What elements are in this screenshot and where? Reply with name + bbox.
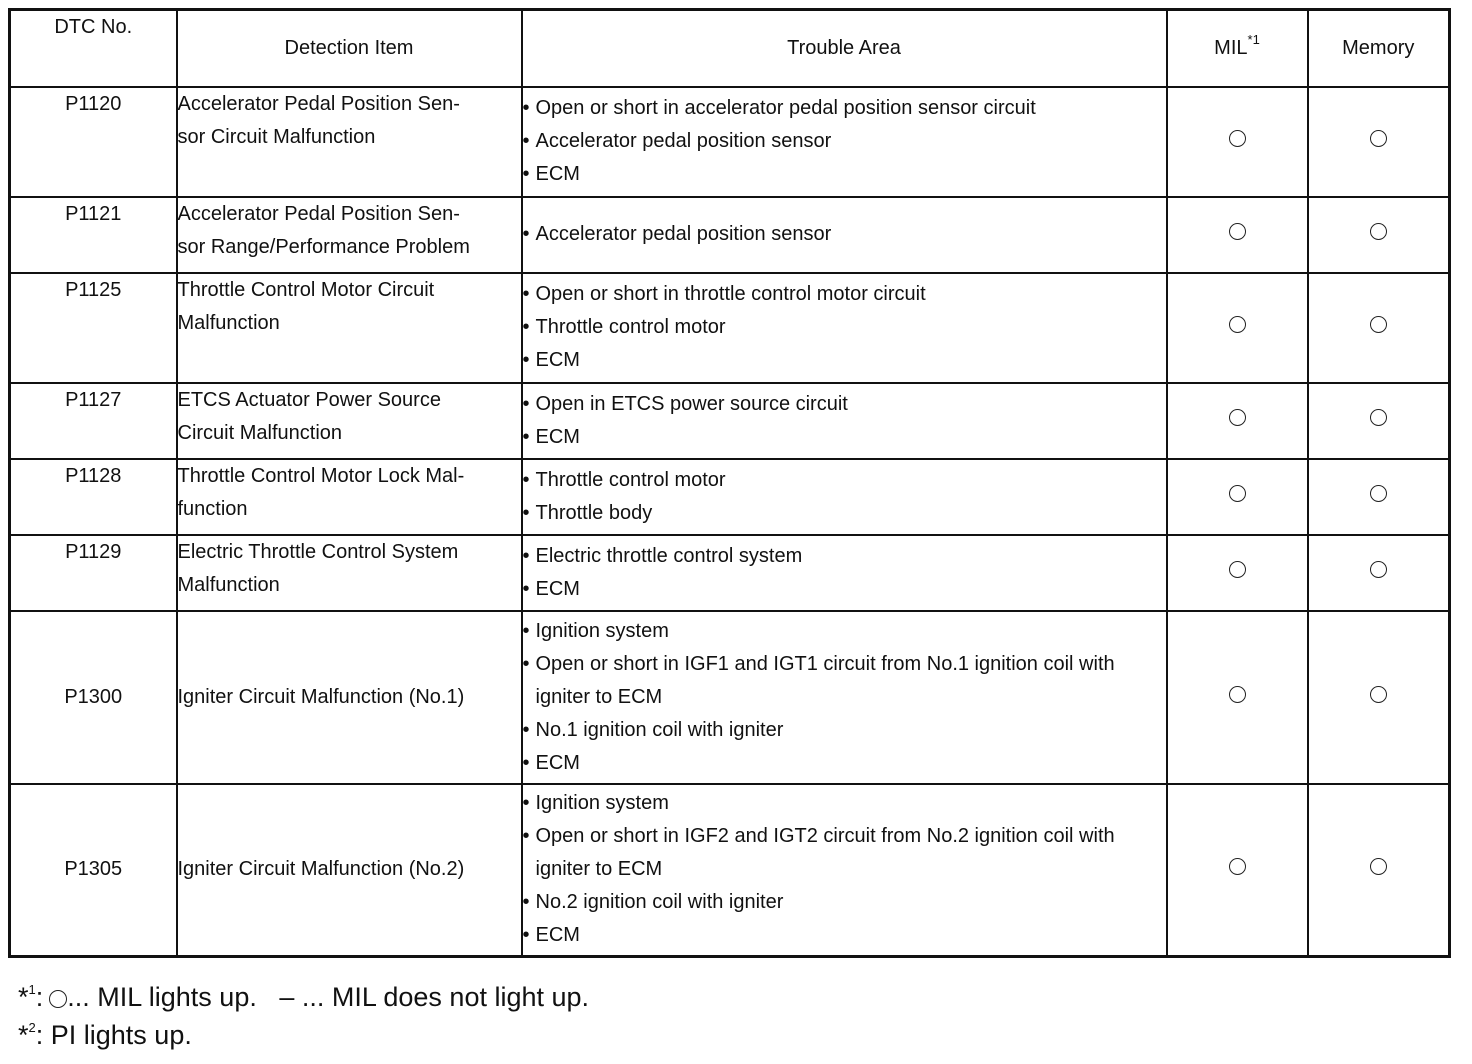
memory-cell (1308, 784, 1450, 957)
bullet: • (522, 544, 530, 567)
trouble-area-item (523, 747, 1166, 780)
trouble-area-item (523, 388, 1166, 421)
footnote-2-prefix: : (35, 1020, 44, 1050)
circle-icon (1370, 223, 1387, 240)
detection-item-cell (177, 459, 522, 535)
header-detection-item: Detection Item (177, 10, 522, 87)
bullet: • (522, 283, 530, 305)
circle-icon (1370, 409, 1387, 426)
header-mil-label: MIL (1214, 36, 1248, 59)
header-mil-note: *1 (1247, 32, 1260, 48)
detection-item-line: sor Range/Performance Problem (177, 235, 470, 258)
footnotes (18, 978, 589, 1054)
detection-item-line: Throttle Control Motor Lock Mal- (177, 464, 465, 487)
detection-item-cell (177, 197, 522, 273)
header-dtc-no: DTC No. (10, 10, 177, 87)
dtc-code-cell: P1128 (10, 459, 177, 535)
detection-item-cell (177, 535, 522, 611)
detection-item-line: Electric Throttle Control System (177, 540, 459, 563)
detection-item-line: Igniter Circuit Malfunction (No.2) (177, 858, 465, 881)
trouble-area-cell (522, 459, 1167, 535)
trouble-area-item (523, 615, 1166, 648)
mil-cell (1167, 273, 1308, 383)
circle-icon (1229, 686, 1246, 703)
dtc-code-cell: P1300 (10, 611, 177, 784)
dtc-code-cell: P1121 (10, 197, 177, 273)
mil-cell (1167, 87, 1308, 197)
memory-cell (1308, 611, 1450, 784)
detection-item-line: Igniter Circuit Malfunction (No.1) (177, 685, 465, 708)
trouble-area-text: Ignition system (535, 792, 669, 815)
table-row (10, 784, 1450, 957)
detection-item-line: Accelerator Pedal Position Sen- (177, 202, 460, 225)
trouble-area-text: ECM (535, 751, 580, 774)
trouble-area-text: Electric throttle control system (535, 544, 803, 567)
detection-item-line: Circuit Malfunction (177, 421, 343, 444)
detection-item-cell (177, 784, 522, 957)
footnote-2-text: PI lights up. (43, 1020, 192, 1050)
bullet: • (522, 652, 530, 675)
trouble-area-item (523, 919, 1166, 952)
bullet: • (522, 792, 530, 815)
circle-icon (1229, 316, 1246, 333)
footnote-1-text: ... MIL lights up. – ... MIL does not light up. (67, 982, 590, 1012)
bullet: • (522, 349, 530, 371)
trouble-area-item (523, 92, 1166, 125)
trouble-area-item (523, 158, 1166, 191)
detection-item-line: ETCS Actuator Power Source (177, 388, 441, 411)
dtc-code-cell: P1127 (10, 383, 177, 459)
memory-cell (1308, 273, 1450, 383)
footnote-1-number: 1 (28, 982, 36, 997)
bullet: • (522, 392, 530, 415)
trouble-area-item (523, 573, 1166, 606)
table-row (10, 87, 1450, 197)
trouble-area-item (523, 125, 1166, 158)
mil-cell (1167, 535, 1308, 611)
bullet: • (522, 718, 530, 741)
bullet: • (522, 130, 530, 152)
trouble-area-item (523, 311, 1166, 344)
detection-item-line: Throttle Control Motor Circuit (177, 278, 435, 301)
dtc-table (8, 8, 1451, 958)
mil-cell (1167, 459, 1308, 535)
trouble-area-item (523, 540, 1166, 573)
table-row (10, 459, 1450, 535)
footnote-2-number: 2 (28, 1020, 36, 1035)
footnote-2-marker: * (18, 1020, 29, 1050)
bullet: • (522, 924, 530, 947)
trouble-area-text: ECM (535, 924, 580, 947)
trouble-area-cell (522, 784, 1167, 957)
dtc-code-cell: P1305 (10, 784, 177, 957)
trouble-area-item (523, 218, 1166, 251)
header-row (10, 10, 1450, 87)
trouble-area-item (523, 464, 1166, 497)
bullet: • (522, 425, 530, 448)
trouble-area-text: Throttle body (535, 501, 653, 524)
circle-icon (1370, 858, 1387, 875)
trouble-area-item (523, 421, 1166, 454)
footnote-1-prefix: : (35, 982, 44, 1012)
memory-cell (1308, 87, 1450, 197)
footnote-1 (18, 978, 589, 1016)
footnote-2 (18, 1016, 589, 1054)
table-row (10, 611, 1450, 784)
table-row (10, 535, 1450, 611)
detection-item-line: function (177, 497, 248, 520)
trouble-area-cell (522, 87, 1167, 197)
circle-icon (1229, 485, 1246, 502)
table-row (10, 273, 1450, 383)
trouble-area-cell (522, 197, 1167, 273)
bullet: • (522, 163, 530, 185)
trouble-area-text: No.2 ignition coil with igniter (535, 891, 784, 914)
trouble-area-text: ECM (535, 349, 580, 371)
bullet: • (522, 316, 530, 338)
bullet: • (522, 891, 530, 914)
detection-item-line: Malfunction (177, 311, 280, 334)
bullet: • (522, 825, 530, 848)
trouble-area-item (523, 278, 1166, 311)
memory-cell (1308, 459, 1450, 535)
trouble-area-text: Open in ETCS power source circuit (535, 392, 848, 415)
mil-cell (1167, 383, 1308, 459)
bullet: • (522, 223, 530, 245)
trouble-area-text: Open or short in IGF1 and IGT1 circuit from No.1 ignition coil with igniter to ECM (535, 652, 1115, 708)
dtc-code-cell: P1125 (10, 273, 177, 383)
trouble-area-text: Ignition system (535, 619, 669, 642)
trouble-area-text: Accelerator pedal position sensor (535, 223, 832, 245)
trouble-area-text: ECM (535, 163, 580, 185)
trouble-area-item (523, 714, 1166, 747)
mil-cell (1167, 197, 1308, 273)
mil-cell (1167, 611, 1308, 784)
circle-icon (1229, 130, 1246, 147)
detection-item-cell (177, 383, 522, 459)
memory-cell (1308, 535, 1450, 611)
detection-item-line: sor Circuit Malfunction (177, 125, 376, 148)
trouble-area-item (523, 886, 1166, 919)
table-body (10, 87, 1450, 957)
memory-cell (1308, 383, 1450, 459)
table-row (10, 383, 1450, 459)
trouble-area-item (523, 344, 1166, 377)
mil-cell (1167, 784, 1308, 957)
detection-item-cell (177, 87, 522, 197)
trouble-area-text: Open or short in accelerator pedal position sensor circuit (535, 97, 1036, 119)
circle-icon (1229, 223, 1246, 240)
trouble-area-item (523, 820, 1166, 886)
bullet: • (522, 468, 530, 491)
detection-item-line: Malfunction (177, 573, 280, 596)
trouble-area-item (523, 648, 1166, 714)
footnote-1-marker: * (18, 982, 29, 1012)
circle-icon (1370, 130, 1387, 147)
circle-icon (1229, 858, 1246, 875)
trouble-area-cell (522, 383, 1167, 459)
detection-item-cell (177, 273, 522, 383)
memory-cell (1308, 197, 1450, 273)
header-mil (1167, 10, 1308, 87)
trouble-area-text: Open or short in throttle control motor circuit (535, 283, 926, 305)
detection-item-line: Accelerator Pedal Position Sen- (177, 92, 460, 115)
trouble-area-text: ECM (535, 577, 580, 600)
circle-icon (1229, 409, 1246, 426)
trouble-area-text: ECM (535, 425, 580, 448)
bullet: • (522, 751, 530, 774)
circle-icon (1370, 485, 1387, 502)
circle-icon (1370, 561, 1387, 578)
header-trouble-area: Trouble Area (522, 10, 1167, 87)
circle-icon (49, 990, 67, 1008)
trouble-area-item (523, 787, 1166, 820)
table-row (10, 197, 1450, 273)
bullet: • (522, 619, 530, 642)
trouble-area-text: No.1 ignition coil with igniter (535, 718, 784, 741)
circle-icon (1370, 316, 1387, 333)
header-memory: Memory (1308, 10, 1450, 87)
trouble-area-text: Accelerator pedal position sensor (535, 130, 832, 152)
trouble-area-text: Throttle control motor (535, 316, 726, 338)
trouble-area-cell (522, 535, 1167, 611)
trouble-area-cell (522, 273, 1167, 383)
circle-icon (1229, 561, 1246, 578)
trouble-area-text: Throttle control motor (535, 468, 726, 491)
bullet: • (522, 501, 530, 524)
dtc-code-cell: P1129 (10, 535, 177, 611)
bullet: • (522, 577, 530, 600)
circle-icon (1370, 686, 1387, 703)
dtc-code-cell: P1120 (10, 87, 177, 197)
trouble-area-cell (522, 611, 1167, 784)
trouble-area-item (523, 497, 1166, 530)
trouble-area-text: Open or short in IGF2 and IGT2 circuit from No.2 ignition coil with igniter to ECM (535, 825, 1115, 881)
bullet: • (522, 97, 530, 119)
detection-item-cell (177, 611, 522, 784)
